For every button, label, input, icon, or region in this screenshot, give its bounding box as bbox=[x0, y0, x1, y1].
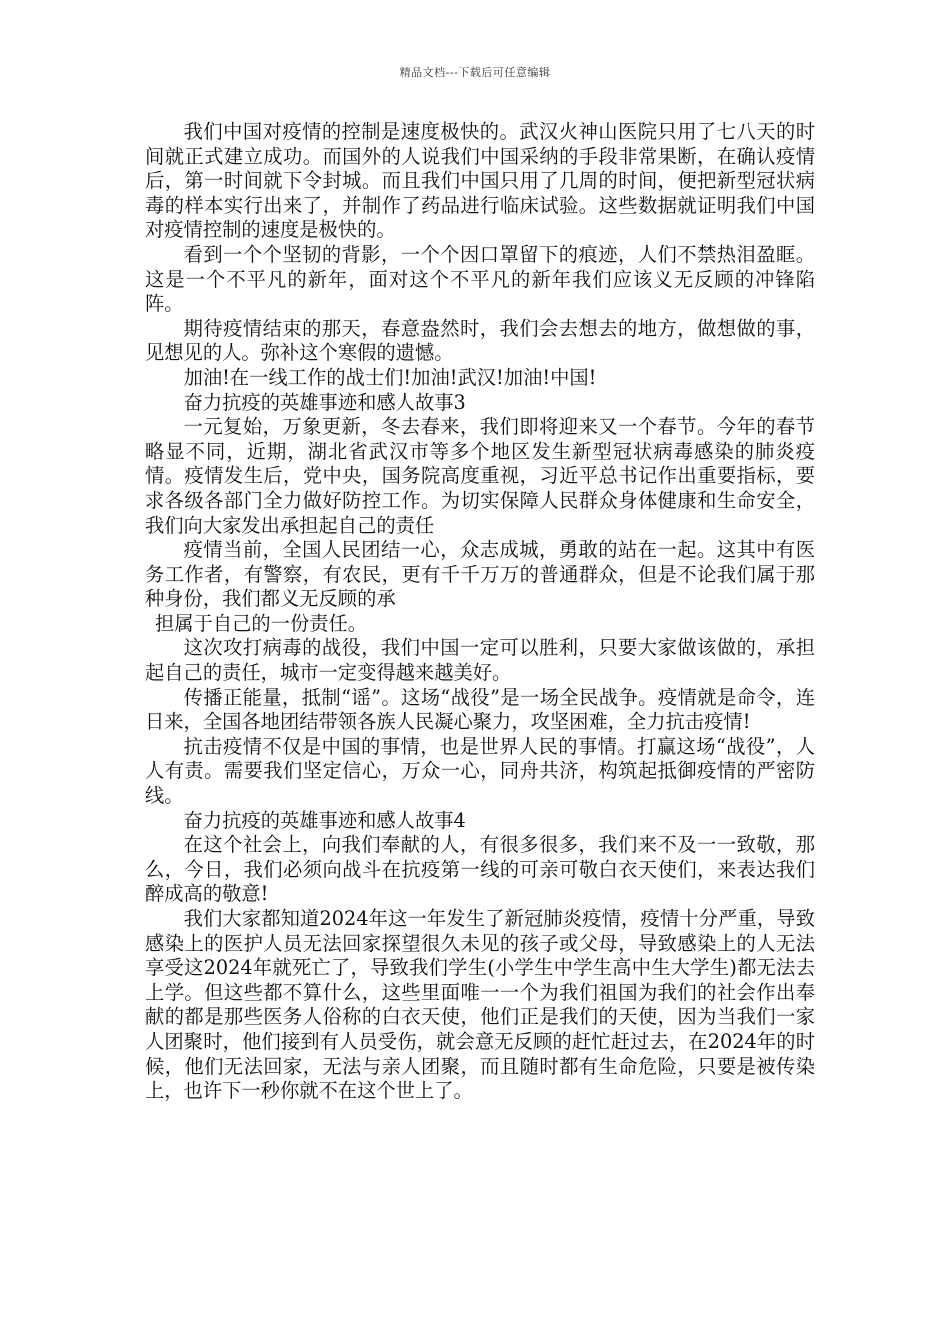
document-body bbox=[145, 120, 815, 1104]
paragraph: 担属于自己的一份责任。 bbox=[155, 611, 368, 635]
paragraph: 抗击疫情不仅是中国的事情，也是世界人民的事情。打赢这场“战役”，人人有责。需要我们坚定信心，万众一心，同舟共济，构筑起抵御疫情的严密防线。 bbox=[145, 734, 815, 808]
paragraph: 期待疫情结束的那天，春意盎然时，我们会去想去的地方，做想做的事，见想见的人。弥补这个寒假的遗憾。 bbox=[145, 316, 815, 365]
section-heading: 奋力抗疫的英雄事迹和感人故事4 bbox=[183, 808, 466, 832]
page-header: 精品文档---下载后可任意编辑 bbox=[399, 66, 551, 79]
paragraph: 传播正能量，抵制“谣”。这场“战役”是一场全民战争。疫情就是命令，连日来，全国各地团结带领各族人民凝心聚力，攻坚困难，全力抗击疫情! bbox=[145, 685, 815, 734]
paragraph: 加油!在一线工作的战士们!加油!武汉!加油!中国! bbox=[183, 365, 597, 389]
paragraph: 疫情当前，全国人民团结一心，众志成城，勇敢的站在一起。这其中有医务工作者，有警察，有农民，更有千千万万的普通群众，但是不论我们属于那种身份，我们都义无反顾的承 bbox=[145, 538, 815, 611]
paragraph: 在这个社会上，向我们奉献的人，有很多很多，我们来不及一一致敬，那么，今日，我们必须向战斗在抗疫第一线的可亲可敬白衣天使们，来表达我们醉成高的敬意! bbox=[145, 833, 815, 906]
paragraph: 看到一个个坚韧的背影，一个个因口罩留下的痕迹，人们不禁热泪盈眶。这是一个不平凡的新年，面对这个不平凡的新年我们应该义无反顾的冲锋陷阵。 bbox=[145, 242, 815, 316]
paragraph: 我们中国对疫情的控制是速度极快的。武汉火神山医院只用了七八天的时间就正式建立成功。而国外的人说我们中国采纳的手段非常果断，在确认疫情后，第一时间就下令封城。而且我们中国只用了几周的时间，便把新型冠状病毒的样本实行出来了，并制作了药品进行临床试验。这些数据就证明我们中国对疫情控制的速度是极快的。 bbox=[145, 120, 815, 242]
paragraph: 这次攻打病毒的战役，我们中国一定可以胜利，只要大家做该做的，承担起自己的责任，城市一定变得越来越美好。 bbox=[145, 636, 815, 685]
paragraph: 我们大家都知道2024年这一年发生了新冠肺炎疫情，疫情十分严重，导致感染上的医护人员无法回家探望很久未见的孩子或父母，导致感染上的人无法享受这2024年就死亡了，导致我们学生(小学生中学生高中生大学生)都无法去上学。但这些都不算什么，这些里面唯一一个为我们祖国为我们的社会作出奉献的都是那些医务人俗称的白衣天使，他们正是我们的天使，因为当我们一家人团聚时，他们接到有人员受伤，就会意无反顾的赶忙赶过去，在2024年的时候，他们无法回家，无法与亲人团聚，而且随时都有生命危险，只要是被传染上，也许下一秒你就不在这个世上了。 bbox=[145, 907, 815, 1103]
paragraph: 一元复始，万象更新，冬去春来，我们即将迎来又一个春节。今年的春节略显不同，近期，湖北省武汉市等多个地区发生新型冠状病毒感染的肺炎疫情。疫情发生后，党中央，国务院高度重视，习近平总书记作出重要指标，要求各级各部门全力做好防控工作。为切实保障人民群众身体健康和生命安全，我们向大家发出承担起自己的责任 bbox=[145, 415, 815, 537]
section-heading: 奋力抗疫的英雄事迹和感人故事3 bbox=[183, 390, 466, 414]
